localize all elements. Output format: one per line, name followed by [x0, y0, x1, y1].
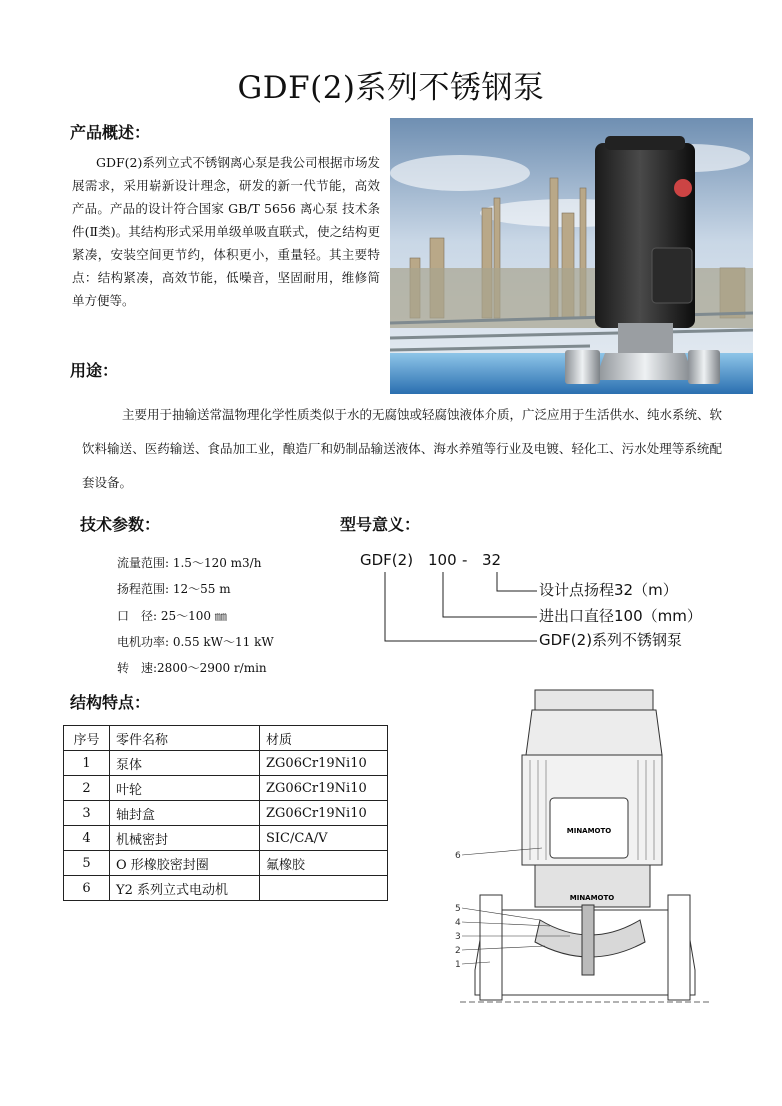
callout-2: 2	[455, 946, 461, 956]
overview-heading: 产品概述：	[70, 123, 151, 142]
row-part: O 形橡胶密封圈	[110, 851, 260, 876]
table-header-row	[64, 726, 388, 751]
row-part: 轴封盒	[110, 801, 260, 826]
callout-4: 4	[455, 918, 461, 928]
row-no: 4	[64, 826, 110, 851]
model-code-dash: -	[462, 551, 468, 569]
table-row	[64, 751, 388, 776]
brand-label-bottom: MINAMOTO	[569, 894, 615, 902]
callout-numbers	[455, 851, 461, 970]
tech-param-speed: 转 速:2800～2900 r/min	[117, 661, 267, 676]
overview-text: GDF(2)系列立式不锈钢离心泵是我公司根据市场发展需求，采用崭新设计理念，研发的新一代节能，高效产品。产品的设计符合国家 GB/T 5656 离心泵 技术条件(Ⅱ类)。其结构形式采用单级单吸直联式，使之结构更紧凑，安装空间更节约，体积更小，重量轻。其主要特点：结构紧凑，高效节能，低噪音，坚固耐用，维修简单方便等。	[72, 155, 380, 308]
row-part: Y2 系列立式电动机	[110, 876, 260, 901]
callout-1: 1	[455, 960, 461, 970]
row-no: 3	[64, 801, 110, 826]
row-material: ZG06Cr19Ni10	[260, 776, 388, 801]
tech-heading: 技术参数：	[80, 515, 161, 534]
table-row	[64, 826, 388, 851]
page-title: GDF(2)系列不锈钢泵	[237, 70, 545, 106]
model-meaning-series: GDF(2)系列不锈钢泵	[539, 631, 683, 649]
col-header-part: 零件名称	[110, 726, 260, 751]
model-meaning-diameter: 进出口直径100（mm）	[539, 607, 702, 625]
callout-6: 6	[455, 851, 461, 861]
col-header-no: 序号	[64, 726, 110, 751]
row-part: 泵体	[110, 751, 260, 776]
row-part: 叶轮	[110, 776, 260, 801]
model-code-diagram	[355, 545, 735, 657]
col-header-material: 材质	[260, 726, 388, 751]
structure-heading: 结构特点：	[70, 693, 151, 712]
row-material	[260, 876, 388, 901]
tech-param-head: 扬程范围: 12～55 m	[117, 582, 231, 597]
callout-3: 3	[455, 932, 461, 942]
table-row	[64, 801, 388, 826]
model-code-series: GDF(2)	[360, 551, 414, 569]
row-material: SIC/CA/V	[260, 826, 388, 851]
table-row	[64, 851, 388, 876]
tech-param-list	[117, 550, 274, 681]
row-material: ZG06Cr19Ni10	[260, 801, 388, 826]
model-meaning-head: 设计点扬程32（m）	[539, 581, 678, 599]
usage-text: 主要用于抽输送常温物理化学性质类似于水的无腐蚀或轻腐蚀液体介质，广泛应用于生活供水、纯水系统、软饮料输送、医药输送、食品加工业，酿造厂和奶制品输送液体、海水养殖等行业及电镀、轻化工、污水处理等系统配套设备。	[82, 407, 723, 490]
product-photo	[390, 118, 753, 394]
model-leader-lines	[385, 572, 537, 641]
model-code-head: 32	[482, 551, 502, 569]
row-no: 2	[64, 776, 110, 801]
table-row	[64, 876, 388, 901]
callout-5: 5	[455, 904, 461, 914]
row-no: 6	[64, 876, 110, 901]
table-row	[64, 776, 388, 801]
row-part: 机械密封	[110, 826, 260, 851]
usage-heading: 用途：	[70, 361, 119, 380]
pump-section-drawing	[450, 680, 720, 1025]
brand-label-top: MINAMOTO	[566, 827, 612, 835]
model-heading: 型号意义：	[340, 515, 421, 534]
row-material: ZG06Cr19Ni10	[260, 751, 388, 776]
tech-param-diameter: 口 径: 25～100 ㎜	[117, 608, 227, 623]
parts-table	[63, 725, 388, 901]
model-code-diameter: 100	[428, 551, 457, 569]
row-material: 氟橡胶	[260, 851, 388, 876]
tech-param-flow: 流量范围: 1.5～120 m3/h	[117, 556, 262, 570]
row-no: 1	[64, 751, 110, 776]
tech-param-power: 电机功率: 0.55 kW～11 kW	[117, 634, 274, 649]
row-no: 5	[64, 851, 110, 876]
